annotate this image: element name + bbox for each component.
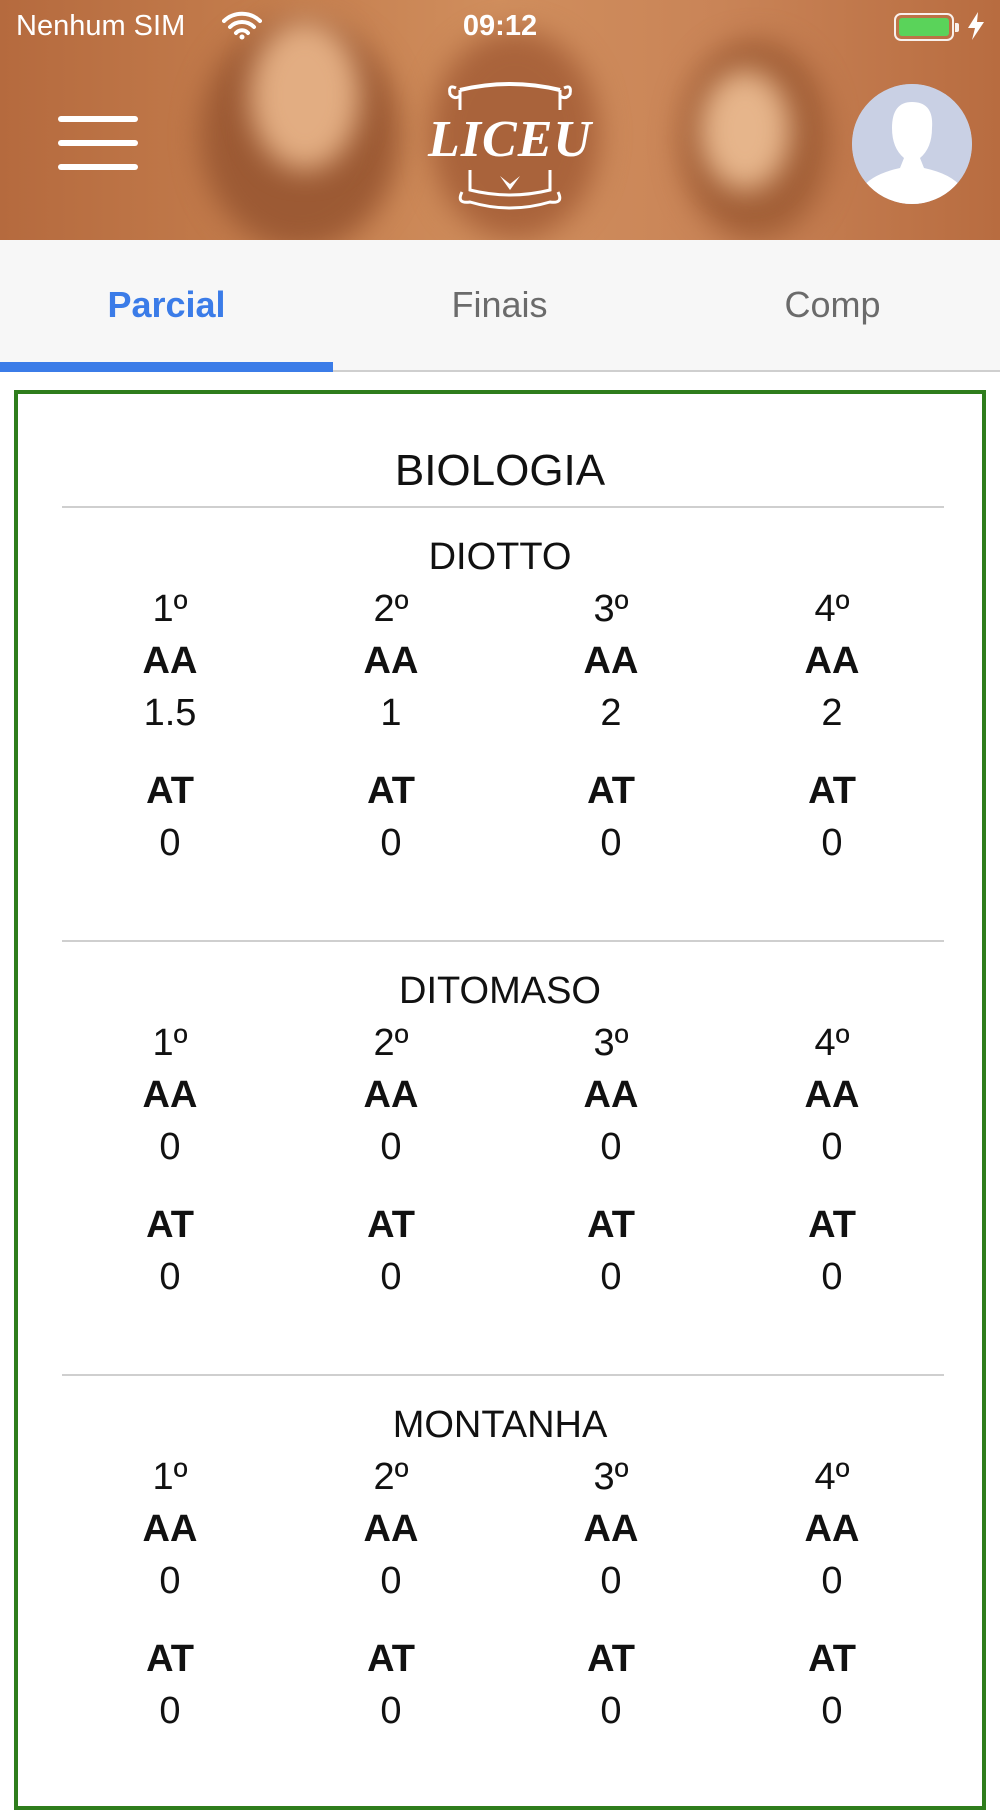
section-divider <box>62 1374 944 1376</box>
at-label: AT <box>367 1638 415 1680</box>
aa-value: 2 <box>821 692 843 734</box>
term-label: 3º <box>593 1022 629 1064</box>
at-label: AT <box>587 770 635 812</box>
aa-value: 0 <box>159 1126 181 1168</box>
at-label: AT <box>808 770 856 812</box>
teacher-name: DITOMASO <box>399 970 601 1012</box>
at-label: AT <box>587 1638 635 1680</box>
tab-bar <box>0 240 1000 372</box>
at-label: AT <box>367 1204 415 1246</box>
logo-text: LICEU <box>428 111 592 168</box>
term-label: 1º <box>152 588 188 630</box>
at-value: 0 <box>821 822 843 864</box>
teacher-name: DIOTTO <box>428 536 572 578</box>
at-value: 0 <box>821 1690 843 1732</box>
charging-bolt-icon <box>966 12 986 45</box>
carrier-label: Nenhum SIM <box>16 10 186 42</box>
tab-comp[interactable]: Comp <box>784 284 881 325</box>
aa-label: AA <box>363 1074 419 1116</box>
aa-label: AA <box>804 640 860 682</box>
section-divider <box>62 940 944 942</box>
at-value: 0 <box>821 1256 843 1298</box>
term-label: 2º <box>373 588 409 630</box>
term-label: 2º <box>373 1456 409 1498</box>
at-label: AT <box>367 770 415 812</box>
aa-label: AA <box>804 1074 860 1116</box>
active-tab-indicator <box>0 362 333 372</box>
term-label: 4º <box>814 1456 850 1498</box>
aa-value: 0 <box>380 1560 402 1602</box>
aa-value: 0 <box>380 1126 402 1168</box>
at-label: AT <box>146 1638 194 1680</box>
user-avatar-icon[interactable] <box>852 84 972 204</box>
hamburger-menu-icon[interactable] <box>58 116 140 172</box>
aa-label: AA <box>583 1074 639 1116</box>
battery-level <box>899 18 949 36</box>
aa-label: AA <box>804 1508 860 1550</box>
liceu-logo <box>420 80 600 210</box>
menu-bar <box>58 140 138 146</box>
at-label: AT <box>808 1638 856 1680</box>
term-label: 4º <box>814 588 850 630</box>
aa-label: AA <box>363 640 419 682</box>
at-label: AT <box>146 1204 194 1246</box>
subject-title: BIOLOGIA <box>394 446 606 495</box>
term-label: 3º <box>593 1456 629 1498</box>
at-value: 0 <box>159 1256 181 1298</box>
aa-value: 0 <box>821 1560 843 1602</box>
aa-label: AA <box>142 1074 198 1116</box>
term-label: 1º <box>152 1456 188 1498</box>
aa-label: AA <box>142 1508 198 1550</box>
app-header <box>0 0 1000 240</box>
term-label: 4º <box>814 1022 850 1064</box>
at-value: 0 <box>600 822 622 864</box>
aa-value: 0 <box>821 1126 843 1168</box>
at-value: 0 <box>159 1690 181 1732</box>
menu-bar <box>58 116 138 122</box>
header-photo-shape <box>700 70 790 190</box>
at-value: 0 <box>600 1256 622 1298</box>
menu-bar <box>58 164 138 170</box>
teacher-name: MONTANHA <box>392 1404 608 1446</box>
grades-card <box>14 390 986 1810</box>
aa-value: 2 <box>600 692 622 734</box>
aa-value: 1.5 <box>143 692 197 734</box>
at-label: AT <box>808 1204 856 1246</box>
aa-value: 0 <box>600 1126 622 1168</box>
aa-label: AA <box>142 640 198 682</box>
aa-label: AA <box>363 1508 419 1550</box>
aa-label: AA <box>583 640 639 682</box>
aa-label: AA <box>583 1508 639 1550</box>
section-divider <box>62 506 944 508</box>
aa-value: 0 <box>159 1560 181 1602</box>
aa-value: 0 <box>600 1560 622 1602</box>
at-value: 0 <box>600 1690 622 1732</box>
battery-nub <box>955 23 959 32</box>
term-label: 2º <box>373 1022 409 1064</box>
at-value: 0 <box>380 1690 402 1732</box>
at-value: 0 <box>380 1256 402 1298</box>
tab-finais[interactable]: Finais <box>451 284 548 325</box>
at-value: 0 <box>159 822 181 864</box>
battery-icon <box>894 13 954 41</box>
aa-value: 1 <box>380 692 402 734</box>
term-label: 1º <box>152 1022 188 1064</box>
at-label: AT <box>146 770 194 812</box>
tab-parcial[interactable]: Parcial <box>107 284 226 325</box>
status-time: 09:12 <box>462 10 538 42</box>
at-value: 0 <box>380 822 402 864</box>
at-label: AT <box>587 1204 635 1246</box>
status-bar <box>0 0 1000 54</box>
term-label: 3º <box>593 588 629 630</box>
